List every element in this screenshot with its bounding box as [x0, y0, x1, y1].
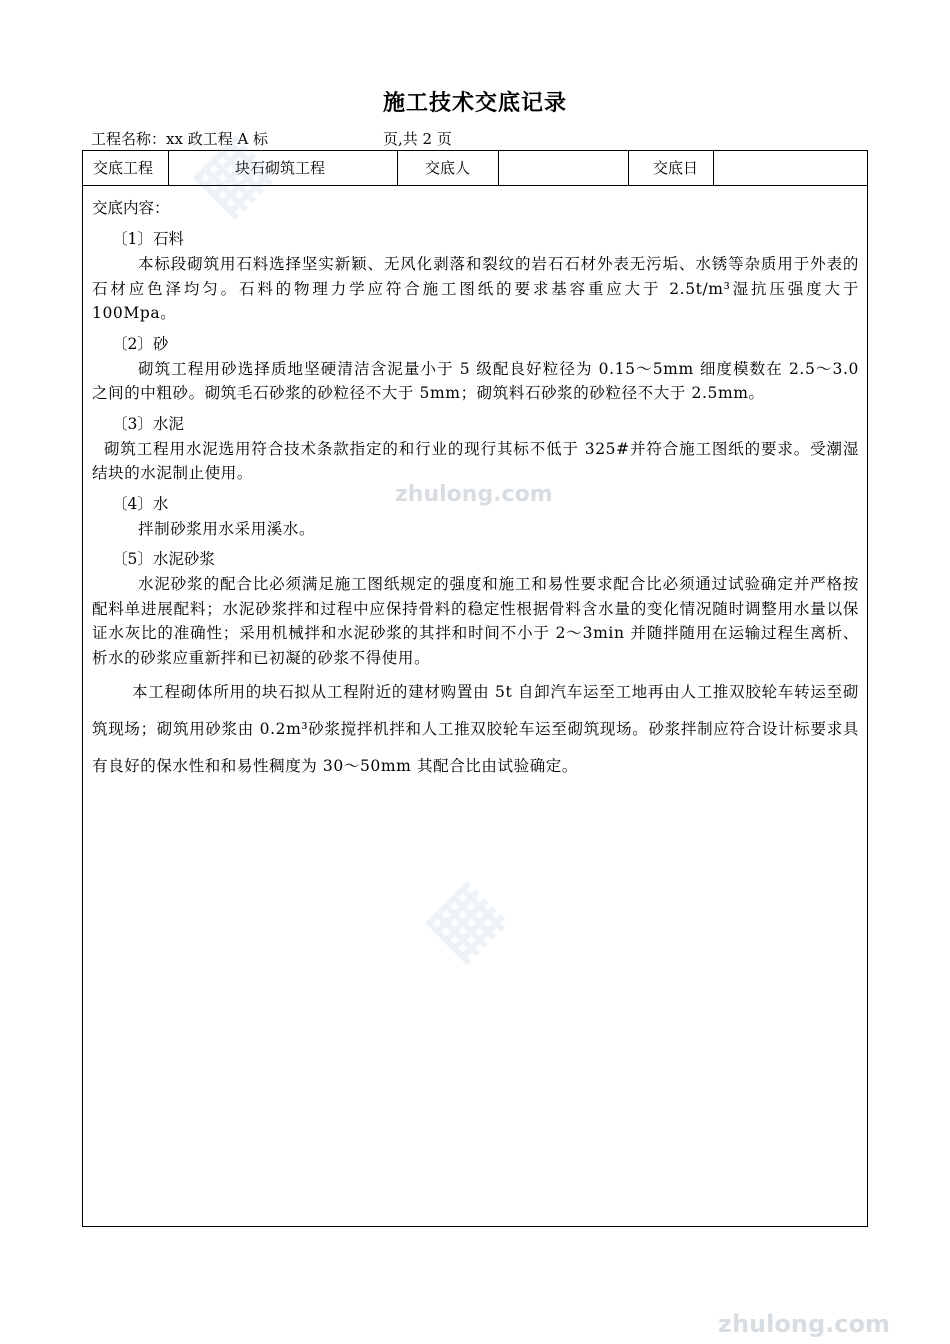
section-body-sand: 砌筑工程用砂选择质地坚硬清洁含泥量小于 5 级配良好粒径为 0.15～5mm 细度模数在 2.5～3.0 之间的中粗砂。砌筑毛石砂浆的砂粒径不大于 5mm；砌筑料石砂浆的砂粒径不大于 2.5mm。	[92, 359, 859, 402]
document-title: 施工技术交底记录	[382, 90, 567, 116]
section-title-stone: 〔1〕石料	[112, 230, 184, 248]
item-value: 块石砌筑工程	[169, 151, 398, 185]
section-title-mortar: 〔5〕水泥砂浆	[112, 550, 215, 568]
section-body-mortar: 水泥砂浆的配合比必须满足施工图纸规定的强度和施工和易性要求配合比必须通过试验确定并严格按配料单进展配料；水泥砂浆拌和过程中应保持骨料的稳定性根据骨料含水量的变化情况随时调整用水量以保证水灰比的准确性；采用机械拌和水泥砂浆的其拌和时间不小于 2～3min 并随拌随用在运输过程生离析、析水的砂浆应重新拌和已初凝的砂浆不得使用。	[92, 575, 859, 667]
project-name: 工程名称：xx 政工程 A 标	[91, 130, 269, 148]
date-value	[714, 151, 869, 185]
person-label: 交底人	[398, 151, 499, 185]
final-paragraph: 本工程砌体所用的块石拟从工程附近的建材购置由 5t 自卸汽车运至工地再由人工推双胶轮车转运至砌筑现场；砌筑用砂浆由 0.2m³砂浆搅拌机拌和人工推双胶轮车运至砌筑现场。砂浆拌制应符合设计标要求具有良好的保水性和和易性稠度为 30～50mm 其配合比由试验确定。	[92, 683, 859, 775]
section-body-water: 拌制砂浆用水采用溪水。	[138, 519, 316, 538]
section-title-cement: 〔3〕水泥	[112, 414, 184, 433]
date-label: 交底日	[629, 151, 714, 185]
section-body-cement: 砌筑工程用水泥选用符合技术条款指定的和行业的现行其标不低于 325#并符合施工图纸的要求。受潮湿结块的水泥制止使用。	[92, 439, 859, 482]
item-label: 交底工程	[83, 151, 169, 185]
content-label: 交底内容：	[92, 199, 170, 217]
section-title-water: 〔4〕水	[112, 494, 169, 513]
watermark-text: zhulong.com	[395, 482, 553, 507]
person-value	[499, 151, 629, 185]
watermark-text-bottom: zhulong.com	[718, 1310, 890, 1338]
page-info: 页,共 2 页	[383, 130, 452, 148]
section-title-sand: 〔2〕砂	[112, 334, 169, 353]
record-table	[82, 150, 868, 1227]
section-body-stone: 本标段砌筑用石料选择坚实新颖、无风化剥落和裂纹的岩石石材外表无污垢、水锈等杂质用于外表的石材应色泽均匀。石料的物理力学应符合施工图纸的要求基容重应大于 2.5t/m³湿抗压强度大于 100Mpa。	[92, 255, 859, 322]
